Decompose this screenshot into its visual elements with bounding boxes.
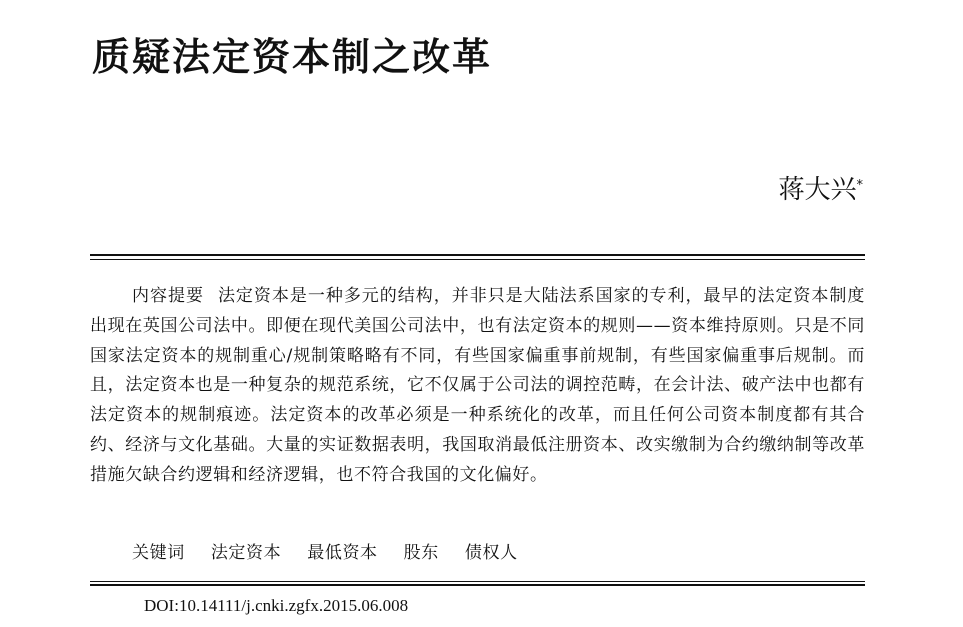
abstract-block bbox=[90, 282, 865, 491]
abstract-bottom-rule-thick bbox=[90, 584, 865, 586]
abstract-top-rule-thick bbox=[90, 254, 865, 256]
keyword-item: 法定资本 bbox=[210, 543, 282, 563]
keyword-item: 股东 bbox=[403, 543, 439, 563]
keyword-item: 债权人 bbox=[464, 543, 518, 563]
keywords-label: 关键词 bbox=[132, 543, 185, 563]
author-name bbox=[778, 174, 863, 206]
keyword-item: 最低资本 bbox=[307, 543, 378, 563]
abstract-top-rule-thin bbox=[90, 259, 865, 260]
author-footnote-mark: * bbox=[856, 178, 863, 193]
abstract-bottom-rule-thin bbox=[90, 581, 865, 582]
abstract-text: 法定资本是一种多元的结构，并非只是大陆法系国家的专利，最早的法定资本制度出现在英国公司法中。即便在现代美国公司法中，也有法定资本的规则——资本维持原则。只是不同国家法定资本的规制重心/规制策略略有不同，有些国家偏重事前规制，有些国家偏重事后规制。而且，法定资本也是一种复杂的规范系统，它不仅属于公司法的调控范畴，在会计法、破产法中也都有法定资本的规制痕迹。法定资本的改革必须是一种系统化的改革，而且任何公司资本制度都有其合约、经济与文化基础。大量的实证数据表明，我国取消最低注册资本、改实缴制为合约缴纳制等改革措施欠缺合约逻辑和经济逻辑，也不符合我国的文化偏好。 bbox=[90, 286, 865, 485]
author-name-text: 蒋大兴 bbox=[778, 175, 857, 205]
abstract-label: 内容提要 bbox=[132, 286, 204, 306]
keywords-line bbox=[132, 539, 538, 568]
article-title: 质疑法定资本制之改革 bbox=[92, 35, 493, 79]
doi-line: DOI:10.14111/j.cnki.zgfx.2015.06.008 bbox=[144, 596, 409, 615]
